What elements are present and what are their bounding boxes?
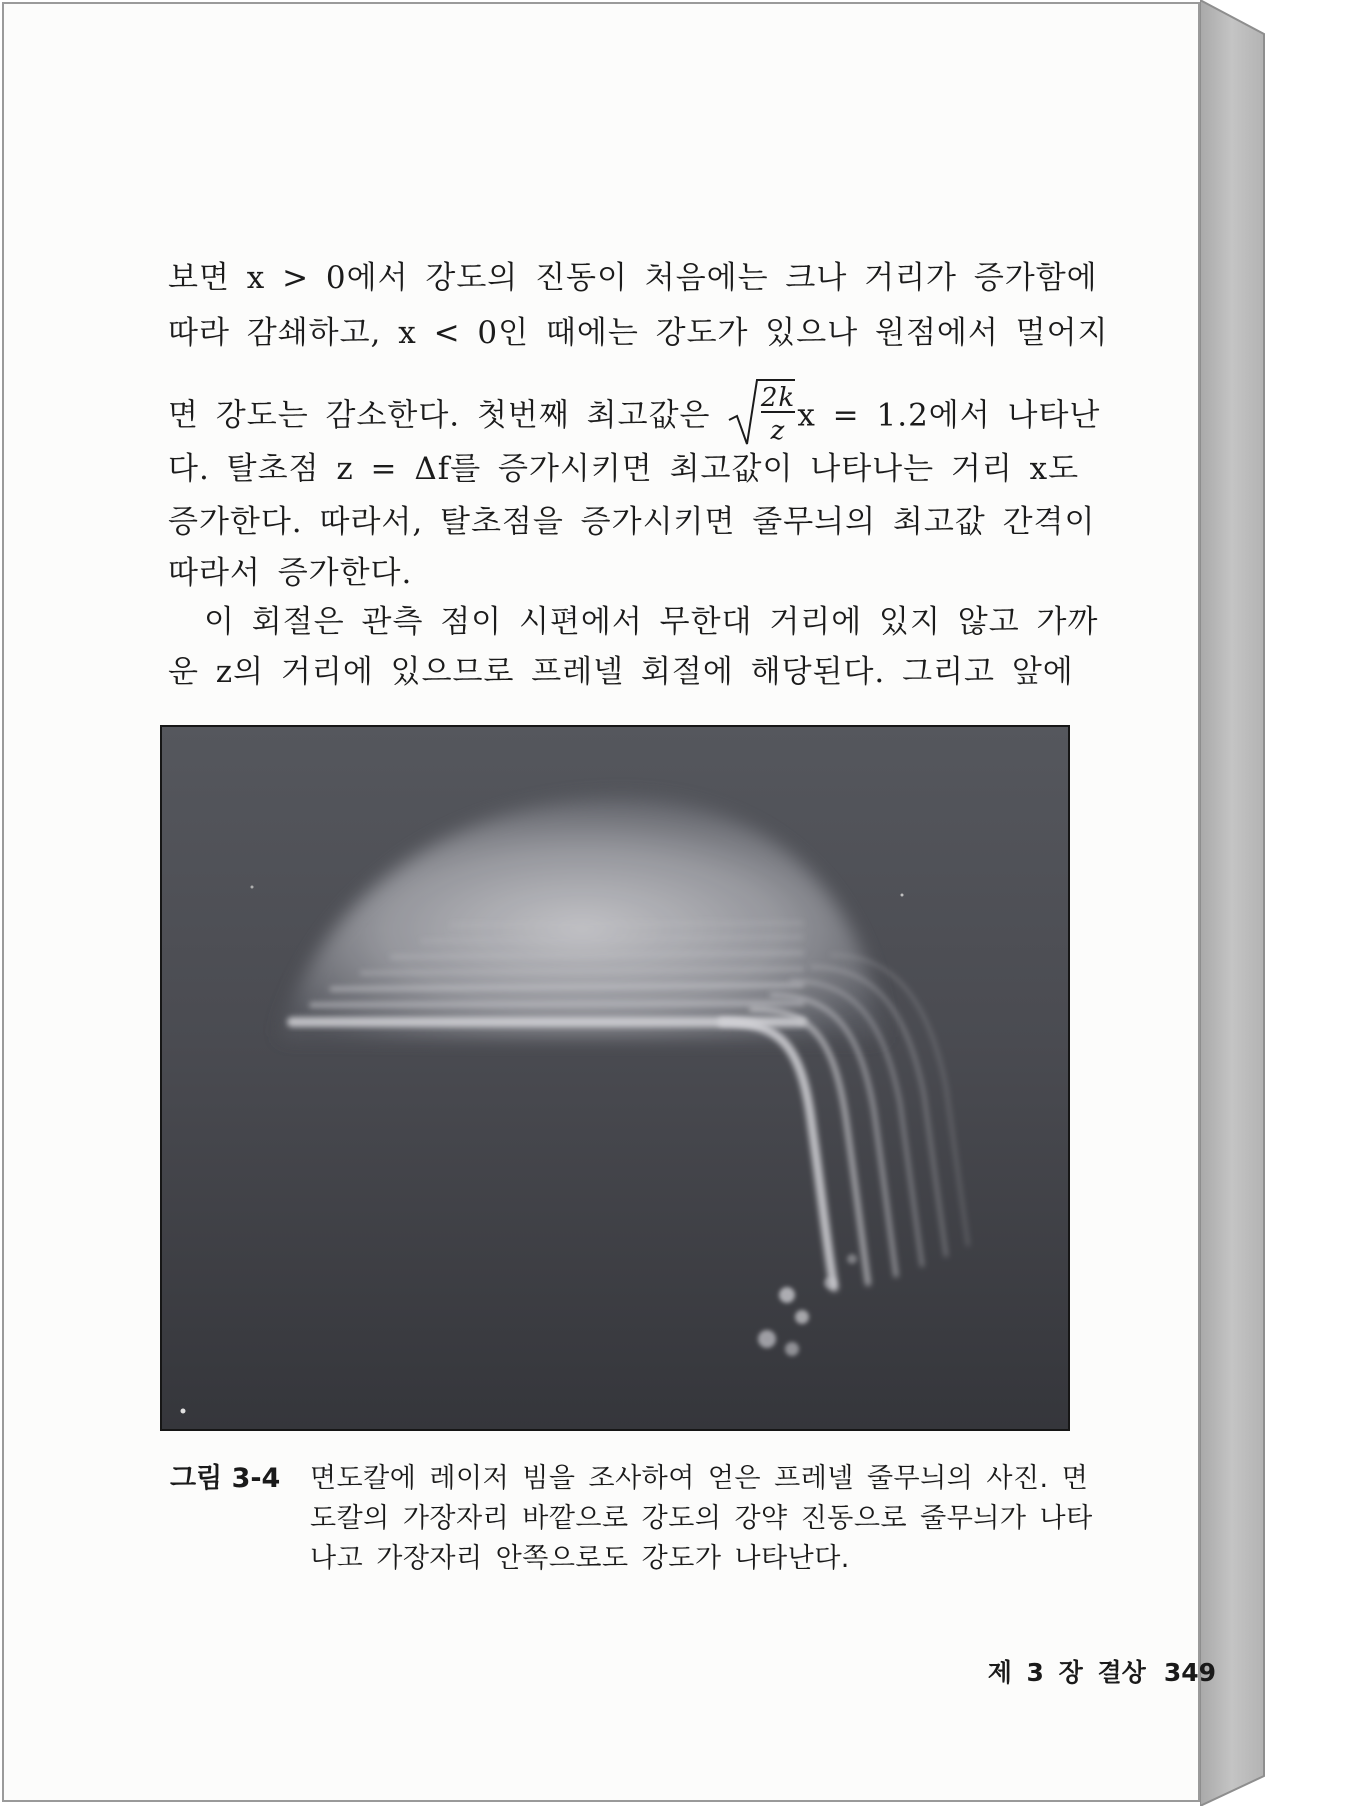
body-line-5: 증가한다. 따라서, 탈초점을 증가시키면 줄무늬의 최고값 간격이 — [168, 504, 1096, 540]
chapter-title: 제 3 장 결상 — [987, 1658, 1146, 1687]
page-footer — [988, 1653, 1216, 1689]
body-line-6: 따라서 증가한다. — [168, 555, 413, 591]
body-line-3-end: x = 1.2에서 나타난 — [797, 397, 1101, 434]
sqrt-expression — [727, 383, 797, 448]
body-line-3-start: 면 강도는 감소한다. 첫번째 최고값은 — [168, 397, 711, 434]
sqrt-numerator: 2k — [761, 383, 796, 413]
body-line-3 — [168, 383, 1101, 448]
body-line-7: 이 회절은 관측 점이 시편에서 무한대 거리에 있지 않고 가까 — [204, 604, 1099, 640]
book-spine — [1200, 0, 1346, 1806]
fresnel-fringe-photo — [160, 725, 1070, 1431]
caption-line-2: 도칼의 가장자리 바깥으로 강도의 강약 진동으로 줄무늬가 나타 — [310, 1503, 1093, 1534]
caption-line-3: 나고 가장자리 안쪽으로도 강도가 나타난다. — [310, 1543, 850, 1574]
body-line-1: 보면 x > 0에서 강도의 진동이 처음에는 크나 거리가 증가함에 — [168, 260, 1098, 296]
body-line-2: 따라 감쇄하고, x < 0인 때에는 강도가 있으나 원점에서 멀어지 — [168, 315, 1109, 351]
figure-label: 그림 3-4 — [170, 1463, 281, 1494]
body-line-4: 다. 탈초점 z = Δf를 증가시키면 최고값이 나타나는 거리 x도 — [168, 451, 1080, 487]
body-line-8: 운 z의 거리에 있으므로 프레넬 회절에 해당된다. 그리고 앞에 — [168, 654, 1074, 690]
caption-line-1: 면도칼에 레이저 빔을 조사하여 얻은 프레넬 줄무늬의 사진. 면 — [310, 1463, 1089, 1494]
page-number: 349 — [1163, 1658, 1216, 1687]
sqrt-denominator: z — [770, 416, 786, 446]
